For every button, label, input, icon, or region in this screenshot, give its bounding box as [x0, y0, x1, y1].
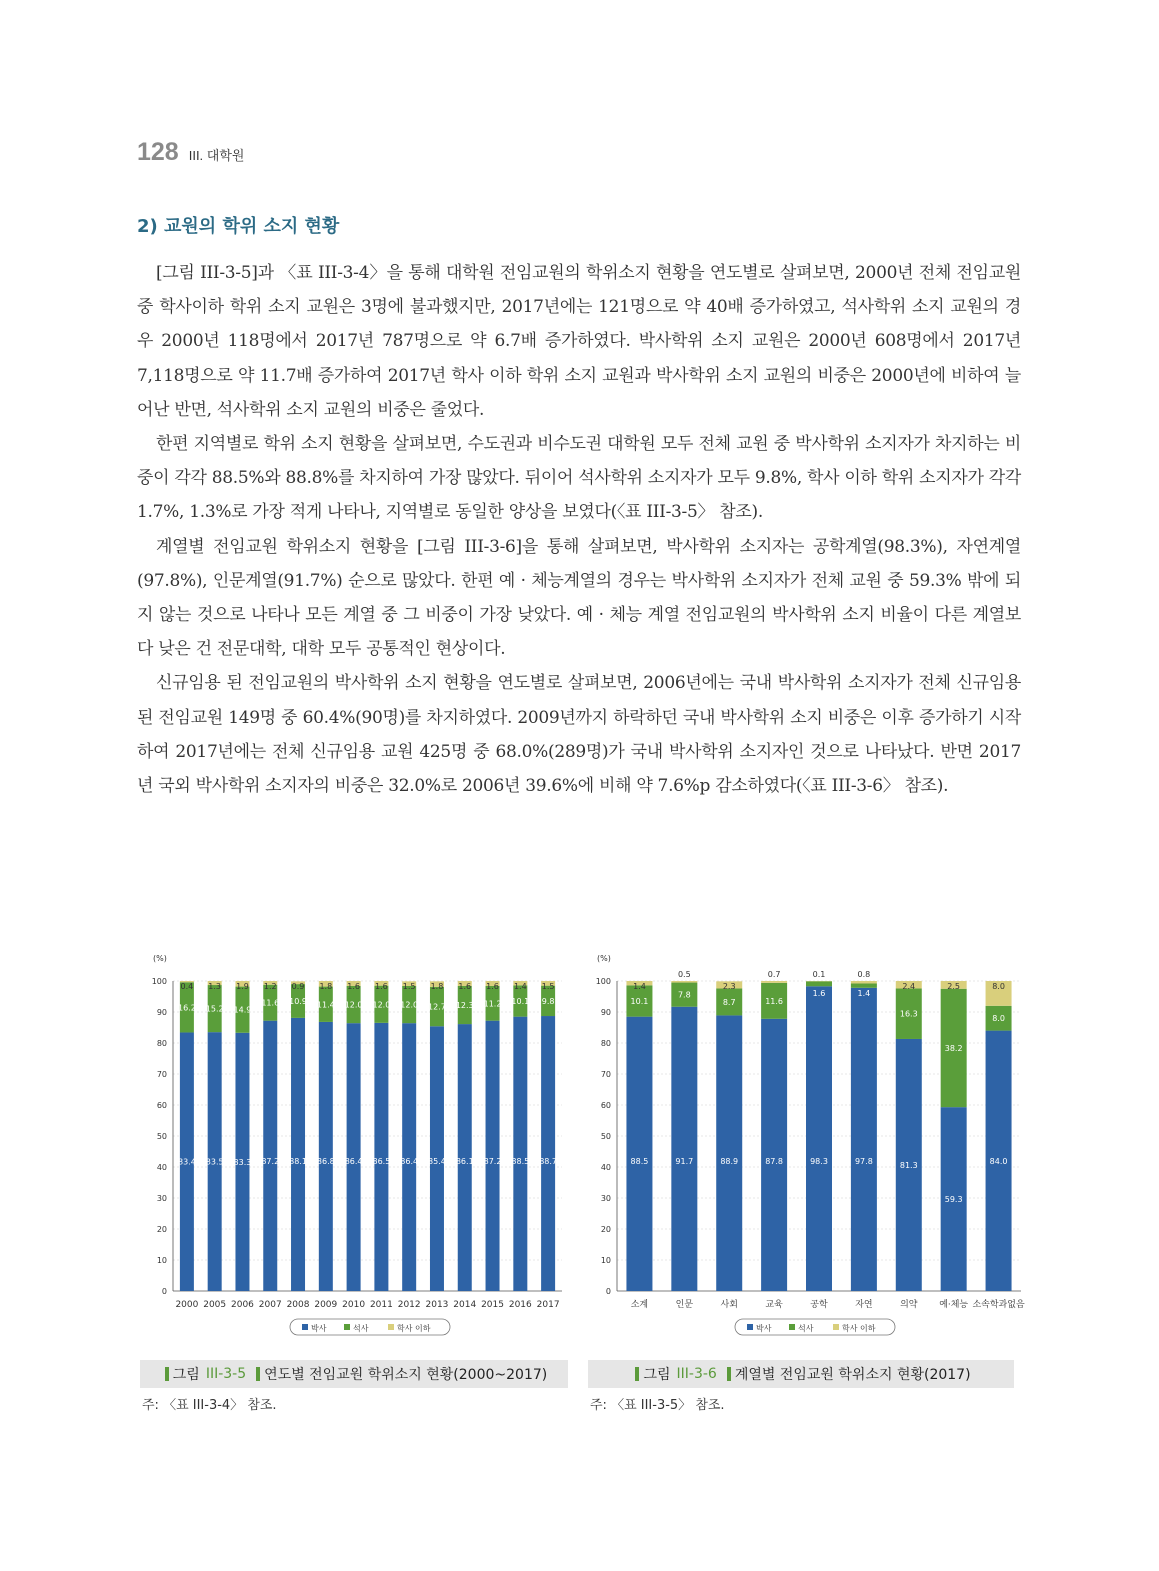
x-tick-label: 소속학과없음 [972, 1300, 1025, 1310]
data-label: 8.0 [992, 982, 1005, 991]
data-label: 86.4 [344, 1156, 363, 1166]
chart-by-field [585, 943, 1025, 1348]
caption-marker [727, 1367, 731, 1381]
bar-doctor [716, 1015, 742, 1291]
data-label: 87.2 [261, 1156, 280, 1166]
data-label: 86.5 [372, 1156, 391, 1166]
y-tick-label: 50 [600, 1132, 611, 1141]
data-label: 87.8 [765, 1156, 784, 1166]
data-label: 98.3 [810, 1156, 828, 1166]
x-tick-label: 2017 [536, 1300, 560, 1310]
data-label: 1.9 [236, 982, 249, 991]
data-label: 1.2 [263, 982, 277, 991]
data-label: 14.9 [233, 1005, 252, 1015]
y-tick-label: 100 [151, 977, 167, 986]
paragraph: 한편 지역별로 학위 소지 현황을 살펴보면, 수도권과 비수도권 대학원 모두 전체 교원 중 박사학위 소지자가 차지하는 비중이 각각 88.5%와 88.8%를 차지하여 가장 많았다. 뒤이어 석사학위 소지자가 모두 9.8%, 학사 이하 학위 소지자가 각각 1.7%, 1.3%로 가장 적게 나타나, 지역별로 동일한 양상을 보였다(〈표 III-3-5〉 참조). [137, 434, 1021, 523]
page-header [137, 138, 244, 167]
bar-master [851, 983, 877, 987]
bar-doctor [626, 1017, 652, 1291]
data-label: 0.8 [857, 970, 871, 979]
caption-marker [165, 1367, 169, 1381]
data-label: 1.4 [513, 982, 527, 991]
data-label: 84.0 [989, 1156, 1008, 1166]
data-label: 0.1 [812, 970, 826, 979]
data-label: 87.2 [483, 1156, 502, 1166]
x-tick-label: 공학 [810, 1300, 828, 1310]
x-tick-label: 2016 [508, 1300, 532, 1310]
y-tick-label: 70 [600, 1070, 611, 1079]
y-tick-label: 80 [600, 1039, 611, 1048]
data-label: 2.5 [947, 982, 961, 991]
data-label: 2.4 [902, 982, 916, 991]
data-label: 12.3 [455, 1001, 474, 1011]
data-label: 86.1 [455, 1156, 474, 1166]
chart-by-year [140, 943, 570, 1348]
x-tick-label: 사회 [720, 1300, 738, 1310]
x-tick-label: 인문 [675, 1300, 694, 1310]
data-label: 1.5 [402, 982, 416, 991]
data-label: 91.7 [675, 1156, 694, 1166]
data-label: 0.4 [180, 982, 194, 991]
x-tick-label: 자연 [855, 1300, 873, 1310]
data-label: 1.8 [430, 982, 444, 991]
bar-doctor [511, 1017, 530, 1291]
unit-label: (%) [597, 954, 611, 963]
data-label: 11.6 [765, 996, 784, 1006]
y-tick-label: 30 [156, 1194, 167, 1203]
data-label: 97.8 [854, 1156, 873, 1166]
data-label: 88.5 [511, 1156, 530, 1166]
data-label: 8.0 [992, 1014, 1005, 1024]
data-label: 83.3 [233, 1157, 252, 1167]
y-tick-label: 20 [156, 1225, 167, 1234]
legend-entry: 석사 [798, 1324, 814, 1333]
bar-doctor [806, 986, 832, 1291]
x-tick-label: 교육 [765, 1300, 783, 1310]
section-title: 2) 교원의 학위 소지 현황 [137, 216, 340, 237]
x-tick-label: 2011 [369, 1300, 393, 1310]
x-tick-label: 2012 [397, 1300, 421, 1310]
data-label: 2.3 [722, 982, 736, 991]
data-label: 9.8 [541, 996, 555, 1006]
data-label: 16.3 [899, 1009, 918, 1019]
legend-swatch [302, 1324, 308, 1330]
figure-note-by-field: 주: 〈표 III-3-5〉 참조. [590, 1398, 725, 1413]
x-tick-label: 2000 [175, 1300, 199, 1310]
data-label: 0.9 [291, 982, 305, 991]
bar-bachelor [671, 981, 697, 983]
bar-master [806, 981, 832, 986]
data-label: 0.5 [677, 970, 691, 979]
data-label: 12.0 [372, 1000, 391, 1010]
data-label: 12.0 [400, 1000, 419, 1010]
y-tick-label: 40 [156, 1163, 167, 1172]
data-label: 11.4 [316, 1000, 335, 1010]
data-label: 88.9 [720, 1156, 739, 1166]
y-tick-label: 20 [600, 1225, 611, 1234]
legend-swatch [789, 1324, 795, 1330]
paragraph: [그림 III-3-5]과 〈표 III-3-4〉을 통해 대학원 전임교원의 학위소지 현황을 연도별로 살펴보면, 2000년 전체 전임교원 중 학사이하 학위 소지 교원은 3명에 불과했지만, 2017년에는 121명으로 약 40배 증가하였고, 석사학위 소지 교원의 경우 2000년 118명에서 2017년 787명으로 약 6.7배 증가하였다. 박사학위 소지 교원은 2000년 608명에서 2017년 7,118명으로 약 11.7배 증가하여 2017년 학사 이하 학위 소지 교원과 박사학위 소지 교원의 비중은 2000년에 비하여 늘어난 반면, 석사학위 소지 교원의 비중은 줄었다. [137, 263, 1021, 420]
y-tick-label: 90 [600, 1008, 611, 1017]
bar-doctor [851, 988, 877, 1291]
data-label: 1.6 [375, 982, 388, 991]
data-label: 12.0 [344, 1000, 363, 1010]
data-label: 81.3 [899, 1160, 918, 1170]
data-label: 10.1 [511, 996, 530, 1006]
data-label: 1.5 [541, 982, 555, 991]
figure-note-by-year: 주: 〈표 III-3-4〉 참조. [142, 1398, 277, 1413]
x-tick-label: 2007 [258, 1300, 282, 1310]
x-tick-label: 2015 [481, 1300, 504, 1310]
x-tick-label: 소계 [630, 1300, 649, 1310]
x-tick-label: 의약 [900, 1300, 918, 1310]
caption-number: III-3-5 [205, 1366, 247, 1382]
data-label: 1.6 [458, 982, 472, 991]
x-tick-label: 예·체능 [939, 1300, 969, 1310]
y-tick-label: 70 [156, 1070, 167, 1079]
caption-label: 그림 [172, 1367, 200, 1383]
bar-bachelor [851, 981, 877, 983]
chart-by-field-svg [585, 943, 1025, 1348]
data-label: 1.8 [319, 982, 333, 991]
legend-entry: 석사 [353, 1324, 369, 1333]
y-tick-label: 10 [600, 1256, 611, 1265]
x-tick-label: 2006 [231, 1300, 254, 1310]
y-tick-label: 30 [600, 1194, 611, 1203]
legend [290, 1319, 450, 1335]
data-label: 12.7 [428, 1002, 446, 1012]
data-label: 15.2 [205, 1004, 224, 1014]
body-text [137, 256, 1021, 803]
bar-doctor [291, 1018, 305, 1291]
chapter-title: III. 대학원 [188, 148, 245, 163]
data-label: 8.7 [722, 997, 736, 1007]
data-label: 83.4 [177, 1157, 196, 1167]
legend-entry: 학사 이하 [842, 1324, 876, 1333]
y-tick-label: 10 [156, 1256, 167, 1265]
page-number: 128 [137, 138, 179, 166]
legend-swatch [833, 1324, 839, 1330]
figure-caption-by-year [140, 1360, 568, 1388]
data-label: 10.1 [630, 996, 649, 1006]
y-tick-label: 100 [595, 977, 611, 986]
data-label: 1.4 [633, 982, 646, 991]
caption-label: 그림 [643, 1367, 671, 1383]
data-label: 11.6 [261, 998, 280, 1008]
caption-title: 연도별 전임교원 학위소지 현황(2000~2017) [264, 1367, 548, 1383]
caption-marker [635, 1367, 639, 1381]
legend-swatch [747, 1324, 753, 1330]
legend [735, 1319, 895, 1335]
data-label: 88.7 [539, 1156, 558, 1166]
unit-label: (%) [153, 954, 167, 963]
data-label: 10.9 [289, 996, 307, 1006]
data-label: 59.3 [944, 1195, 963, 1205]
data-label: 7.8 [677, 990, 691, 1000]
data-label: 1.4 [857, 989, 871, 998]
data-label: 88.1 [289, 1156, 307, 1166]
bar-doctor [761, 1019, 787, 1291]
caption-number: III-3-6 [676, 1366, 717, 1382]
legend-entry: 학사 이하 [397, 1324, 431, 1333]
caption-marker [256, 1367, 260, 1381]
legend-entry: 박사 [756, 1324, 772, 1333]
y-tick-label: 0 [605, 1287, 611, 1296]
bar-doctor [671, 1007, 697, 1291]
data-label: 83.5 [205, 1157, 224, 1167]
bar-doctor [539, 1016, 558, 1291]
caption-title: 계열별 전임교원 학위소지 현황(2017) [734, 1367, 971, 1383]
data-label: 85.4 [428, 1156, 446, 1166]
figure-caption-by-field [588, 1360, 1014, 1388]
y-tick-label: 0 [161, 1287, 167, 1296]
bar-bachelor [761, 981, 787, 983]
data-label: 1.3 [208, 982, 222, 991]
paragraph: 신규임용 된 전임교원의 박사학위 소지 현황을 연도별로 살펴보면, 2006년에는 국내 박사학위 소지자가 전체 신규임용 된 전임교원 149명 중 60.4%(90명)를 차지하였다. 2009년까지 하락하던 국내 박사학위 소지 비중은 이후 증가하기 시작하여 2017년에는 전체 신규임용 교원 425명 중 68.0%(289명)가 국내 박사학위 소지자인 것으로 나타났다. 반면 2017년 국외 박사학위 소지자의 비중은 32.0%로 2006년 39.6%에 비해 약 7.6%p 감소하였다(〈표 III-3-6〉 참조). [137, 673, 1021, 797]
x-tick-label: 2014 [453, 1300, 477, 1310]
x-tick-label: 2013 [425, 1300, 449, 1310]
y-tick-label: 60 [600, 1101, 611, 1110]
data-label: 1.6 [486, 982, 499, 991]
x-tick-label: 2005 [203, 1300, 227, 1310]
chart-by-year-svg [140, 943, 570, 1348]
y-tick-label: 90 [156, 1008, 167, 1017]
data-label: 1.6 [347, 982, 360, 991]
legend-entry: 박사 [311, 1324, 327, 1333]
data-label: 11.2 [483, 999, 502, 1009]
legend-swatch [344, 1324, 350, 1330]
x-tick-label: 2008 [286, 1300, 310, 1310]
x-tick-label: 2010 [342, 1300, 366, 1310]
data-label: 1.6 [812, 989, 826, 998]
y-tick-label: 80 [156, 1039, 167, 1048]
data-label: 88.5 [630, 1156, 649, 1166]
data-label: 38.2 [944, 1043, 963, 1053]
y-tick-label: 50 [156, 1132, 167, 1141]
data-label: 86.4 [400, 1156, 419, 1166]
x-tick-label: 2009 [314, 1300, 338, 1310]
y-tick-label: 60 [156, 1101, 167, 1110]
data-label: 86.8 [316, 1156, 335, 1166]
paragraph: 계열별 전임교원 학위소지 현황을 [그림 III-3-6]을 통해 살펴보면, 박사학위 소지자는 공학계열(98.3%), 자연계열(97.8%), 인문계열(91.7%) 순으로 많았다. 한편 예 · 체능계열의 경우는 박사학위 소지자가 전체 교원 중 59.3% 밖에 되지 않는 것으로 나타나 모든 계열 중 그 비중이 가장 낮았다. 예 · 체능 계열 전임교원의 박사학위 소지 비율이 다른 계열보다 낮은 건 전문대학, 대학 모두 공통적인 현상이다. [137, 536, 1021, 660]
data-label: 0.7 [767, 970, 781, 979]
data-label: 16.2 [177, 1003, 196, 1013]
y-tick-label: 40 [600, 1163, 611, 1172]
legend-swatch [388, 1324, 394, 1330]
